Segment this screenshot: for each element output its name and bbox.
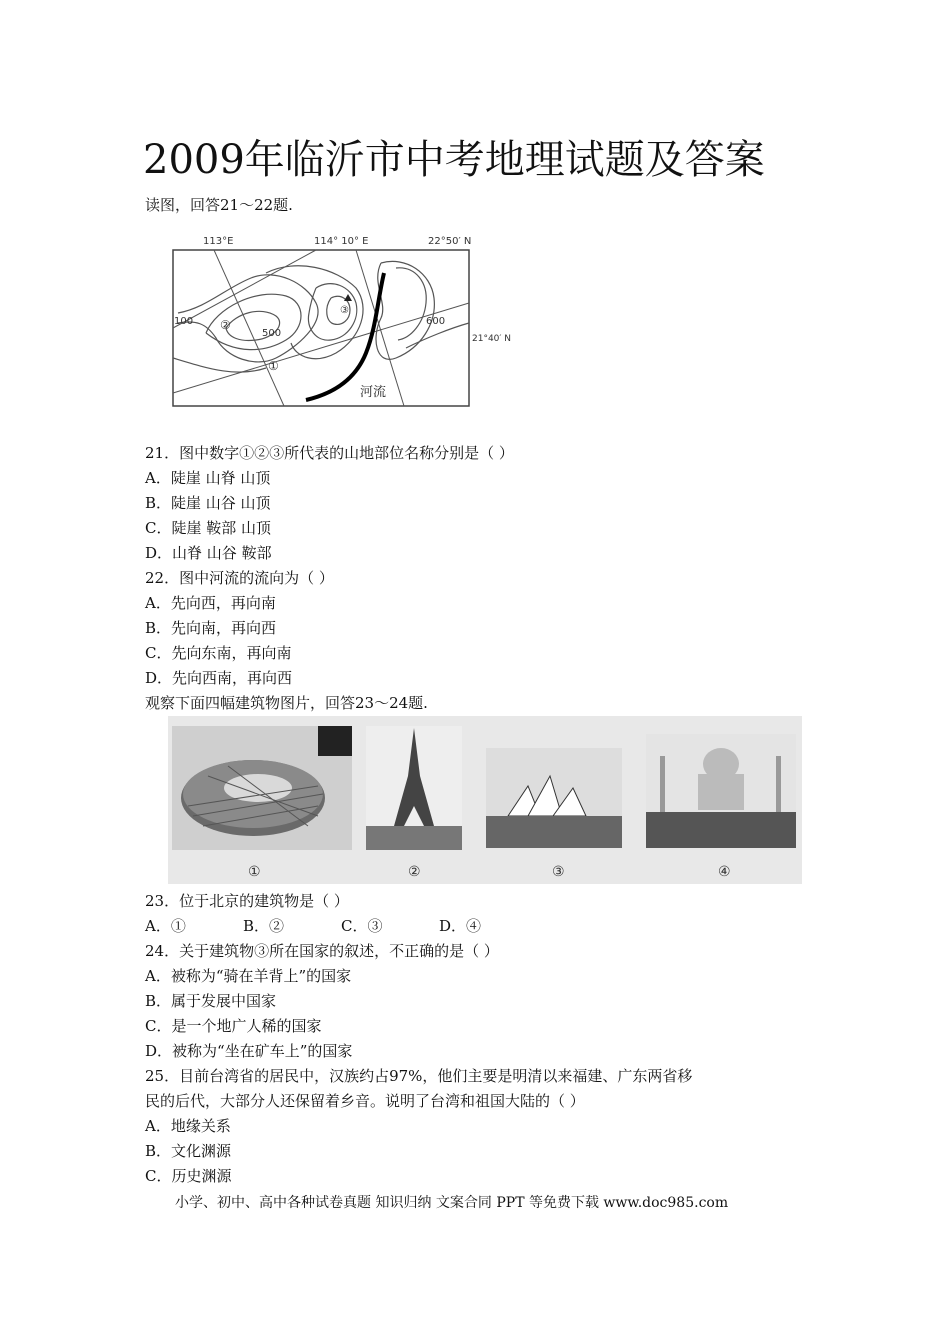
photo-label-2: ② <box>408 864 421 880</box>
q25-stem-line2: 民的后代，大部分人还保留着乡音。说明了台湾和祖国大陆的（ ） <box>145 1092 585 1110</box>
map-lat2: 21°40′ N <box>472 334 512 344</box>
photo-birds-nest <box>172 726 352 850</box>
q25-stem-line1: 25．目前台湾省的居民中，汉族约占97%，他们主要是明清以来福建、广东两省移 <box>145 1067 693 1085</box>
building-photos <box>168 716 802 884</box>
map-river-label: 河流 <box>360 385 387 400</box>
map-lon2: 114° 10° E <box>314 236 369 247</box>
map-contour-500: 500 <box>262 328 282 339</box>
q21-option-b: B．陡崖 山谷 山顶 <box>145 494 271 512</box>
q24-stem: 24．关于建筑物③所在国家的叙述，不正确的是（ ） <box>145 942 499 960</box>
q23-option-a: A．① <box>145 917 186 935</box>
q23-options <box>145 916 481 936</box>
map-contour-100: 100 <box>174 316 194 327</box>
footer-text: 小学、初中、高中各种试卷真题 知识归纳 文案合同 PPT 等免费下载 www.doc985.com <box>175 1195 729 1211</box>
q22-option-a: A．先向西，再向南 <box>145 594 276 612</box>
photo-label-4: ④ <box>718 864 731 880</box>
intro-21-22: 读图，回答21～22题. <box>145 196 293 214</box>
q25-option-c: C．历史渊源 <box>145 1167 232 1185</box>
q22-option-d: D．先向西南，再向西 <box>145 669 293 687</box>
q23-option-c: C．③ <box>341 917 383 935</box>
q22-option-b: B．先向南，再向西 <box>145 619 277 637</box>
q24-option-a: A．被称为“骑在羊背上”的国家 <box>145 967 352 985</box>
photo-taj-mahal <box>646 734 796 848</box>
map-contour-600: 600 <box>426 316 446 327</box>
q21-stem: 21．图中数字①②③所代表的山地部位名称分别是（ ） <box>145 444 514 462</box>
page-title: 2009年临沂市中考地理试题及答案 <box>143 137 765 183</box>
q23-option-b: B．② <box>243 917 285 935</box>
map-marker-1: ① <box>268 359 279 373</box>
photo-eiffel-tower <box>366 726 462 850</box>
map-lat1: 22°50′ N <box>428 236 472 247</box>
q23-stem: 23．位于北京的建筑物是（ ） <box>145 892 349 910</box>
q25-option-b: B．文化渊源 <box>145 1142 232 1160</box>
intro-23-24: 观察下面四幅建筑物图片，回答23～24题. <box>145 694 428 712</box>
photo-label-3: ③ <box>552 864 565 880</box>
photo-label-1: ① <box>248 864 261 880</box>
q22-stem: 22．图中河流的流向为（ ） <box>145 569 334 587</box>
q22-option-c: C．先向东南，再向南 <box>145 644 292 662</box>
map-marker-2: ② <box>220 318 231 332</box>
contour-map <box>166 228 532 412</box>
q24-option-d: D．被称为“坐在矿车上”的国家 <box>145 1042 353 1060</box>
map-lon1: 113°E <box>203 236 234 247</box>
q24-option-c: C．是一个地广人稀的国家 <box>145 1017 322 1035</box>
q21-option-c: C．陡崖 鞍部 山顶 <box>145 519 272 537</box>
q25-option-a: A．地缘关系 <box>145 1117 231 1135</box>
q21-option-d: D．山脊 山谷 鞍部 <box>145 544 272 562</box>
q21-option-a: A．陡崖 山脊 山顶 <box>145 469 271 487</box>
photo-sydney-opera-house <box>486 748 622 848</box>
q23-option-d: D．④ <box>439 917 482 935</box>
q24-option-b: B．属于发展中国家 <box>145 992 277 1010</box>
map-marker-3: ③ <box>340 305 349 316</box>
